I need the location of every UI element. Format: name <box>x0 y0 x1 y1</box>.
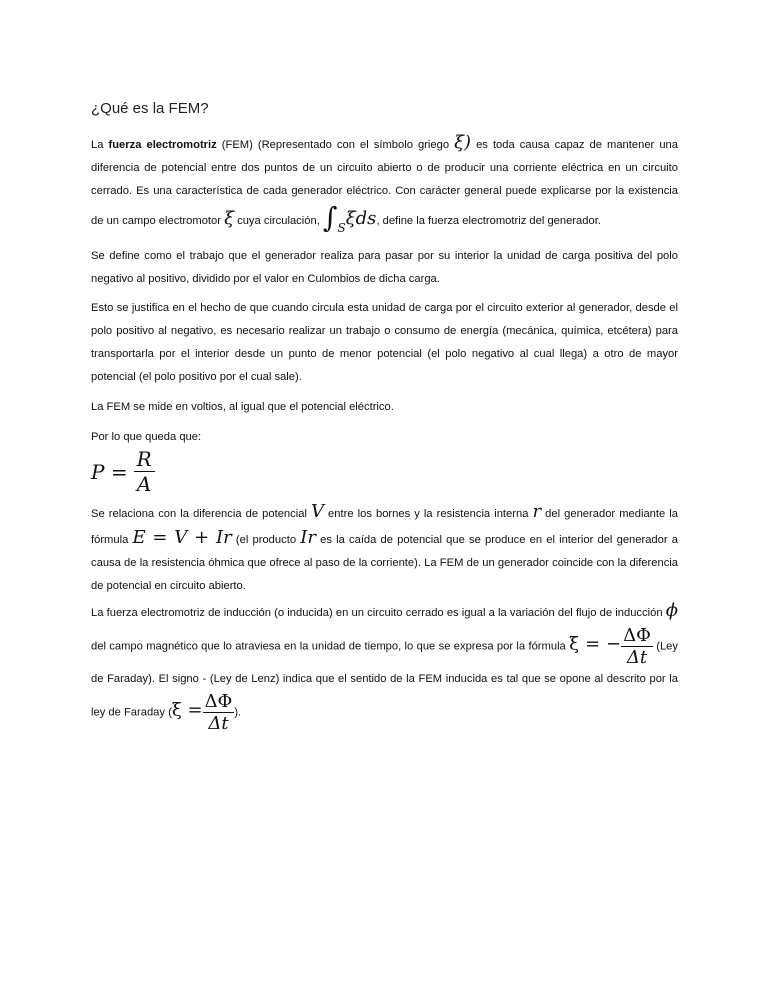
integral-subscript: S <box>337 221 346 235</box>
text: (Ley de Faraday). El signo - (Ley de Lenz) indica que el sentido de la FEM inducida es tal que se opone al descrito por la ley de Faraday ( <box>91 640 678 719</box>
fraction-denominator: Δt <box>208 713 229 734</box>
faraday-fraction <box>621 625 653 668</box>
paragraph-induction <box>91 599 678 734</box>
fraction-denominator: A <box>136 472 152 496</box>
fraction-numerator: ΔΦ <box>623 625 651 646</box>
text: Se relaciona con la diferencia de potencial <box>91 508 311 520</box>
text: entre los bornes y la resistencia interna <box>324 508 533 520</box>
lenz-fraction <box>203 691 235 734</box>
product-ir: Ir <box>300 527 316 548</box>
text: es la caída de potencial que se produce en el interior del generador a causa de la resistencia óhmica que ofrece al paso de la corriente). La FEM de un generador coincide con la diferencia de potencial en circuito abierto. <box>91 534 678 592</box>
text: La fuerza electromotriz de inducción (o inducida) en un circuito cerrado es igual a la variación del flujo de inducción <box>91 607 666 619</box>
text: del generador mediante la fórmula <box>91 508 679 546</box>
paragraph-result-intro: Por lo que queda que: <box>91 431 202 443</box>
formula-p-equals-r-over-a <box>91 447 155 496</box>
variable-r: r <box>532 501 542 522</box>
equation-e-v-ir: E = V + Ir <box>132 527 232 548</box>
faraday-formula-lhs: ξ = − <box>569 633 622 655</box>
phi-symbol: ϕ <box>665 600 678 621</box>
xi-symbol: ξ <box>224 208 234 229</box>
xi-symbol: ξ) <box>454 132 472 153</box>
text: cuya circulación, <box>234 215 323 227</box>
formula-lhs: P = <box>91 459 128 484</box>
lenz-formula-lhs: ξ = <box>171 699 203 721</box>
paragraph-definition <box>91 131 678 233</box>
paragraph-units: La FEM se mide en voltios, al igual que el potencial eléctrico. <box>91 401 394 413</box>
paragraph-work: Se define como el trabajo que el generador realiza para pasar por su interior la unidad de carga positiva del polo negativo al positivo, dividido por el valor en Culombios de dicha carga. <box>91 250 678 285</box>
paragraph-justification: Esto se justifica en el hecho de que cuando circula esta unidad de carga por el circuito exterior al generador, desde el polo positivo al negativo, es necesario realizar un trabajo o consumo de energía (mecánica, química, etcétera) para transportarla por el interior desde un punto de menor potencial (el polo negativo al cual llega) a otro de mayor potencial (el polo positivo por el cual sale). <box>91 302 678 383</box>
page-title: ¿Qué es la FEM? <box>91 100 209 117</box>
text: , define la fuerza electromotriz del generador. <box>376 215 601 227</box>
integral-sign: ∫ <box>322 201 338 234</box>
text: La <box>91 139 109 151</box>
text: es toda causa capaz de mantener una diferencia de potencial entre dos puntos de un circuito abierto o de producir una corriente eléctrica en un circuito cerrado. Es una característica de cada generador eléctrico. Con carácter general puede explicarse por la existencia de un campo electromotor <box>91 139 678 227</box>
integrand: ξds <box>345 208 377 229</box>
text: del campo magnético que lo atraviesa en la unidad de tiempo, lo que se expresa por la fórmula <box>91 640 570 653</box>
fraction-numerator: R <box>134 447 155 472</box>
text: ). <box>234 706 242 719</box>
bold-term: fuerza electromotriz <box>108 139 217 151</box>
text: (el producto <box>231 534 301 546</box>
variable-v: V <box>311 501 324 522</box>
text: (FEM) (Representado con el símbolo griego <box>216 139 455 151</box>
fraction-denominator: Δt <box>626 647 648 668</box>
fraction-numerator: ΔΦ <box>204 691 233 712</box>
paragraph-potential-relation <box>91 500 678 598</box>
fraction <box>134 447 155 496</box>
